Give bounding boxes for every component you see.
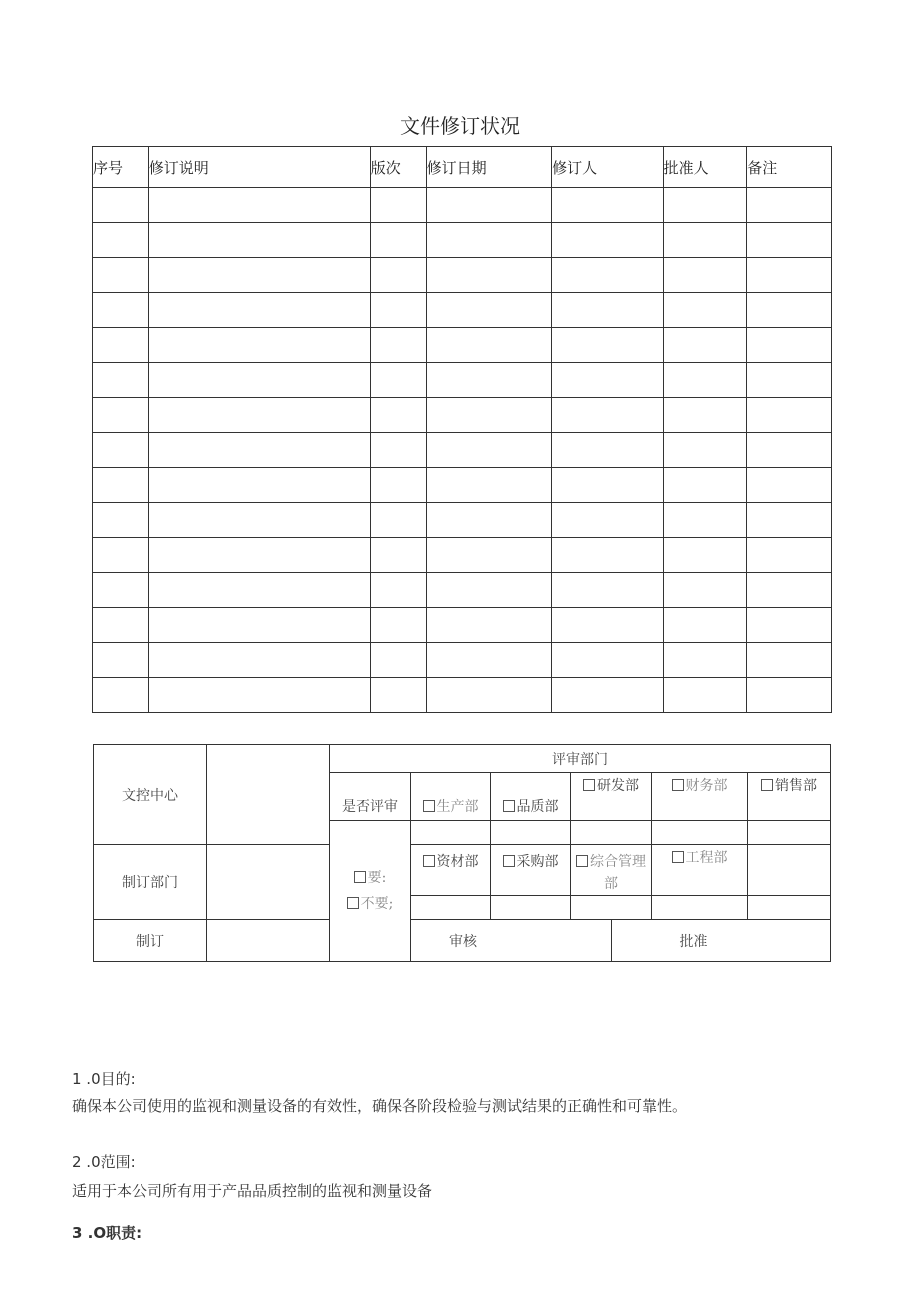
table-cell — [426, 398, 551, 433]
table-cell — [663, 503, 747, 538]
table-cell — [148, 363, 370, 398]
table-row — [93, 223, 832, 258]
table-cell — [426, 643, 551, 678]
table-cell — [552, 398, 664, 433]
table-cell — [93, 608, 149, 643]
table-cell — [370, 538, 426, 573]
table-cell — [747, 608, 832, 643]
table-cell — [148, 188, 370, 223]
table-cell — [552, 258, 664, 293]
doc-control-label: 文控中心 — [94, 745, 207, 845]
header-remarks: 备注 — [747, 147, 832, 188]
table-cell — [93, 363, 149, 398]
table-row — [93, 643, 832, 678]
table-cell — [747, 328, 832, 363]
table-header-row — [93, 147, 832, 188]
table-cell — [148, 223, 370, 258]
dept-option-admin[interactable]: 综合管理部 — [571, 845, 652, 896]
table-cell — [663, 258, 747, 293]
blank-cell — [411, 821, 491, 845]
table-cell — [93, 433, 149, 468]
table-cell — [93, 503, 149, 538]
table-cell — [370, 258, 426, 293]
table-row — [93, 468, 832, 503]
table-cell — [148, 398, 370, 433]
table-cell — [426, 363, 551, 398]
header-description: 修订说明 — [148, 147, 370, 188]
checkbox-icon — [423, 800, 435, 812]
blank-cell — [571, 821, 652, 845]
table-cell — [370, 643, 426, 678]
table-cell — [747, 643, 832, 678]
table-cell — [663, 363, 747, 398]
section-body: 适用于本公司所有用于产品品质控制的监视和测量设备 — [72, 1182, 433, 1200]
table-cell — [93, 188, 149, 223]
review-dept-header: 评审部门 — [330, 745, 831, 773]
table-cell — [663, 608, 747, 643]
need-review-label: 是否评审 — [330, 773, 411, 821]
table-cell — [148, 433, 370, 468]
blank-cell — [748, 896, 831, 920]
table-cell — [663, 328, 747, 363]
table-cell — [747, 503, 832, 538]
dept-option-sales[interactable]: 销售部 — [748, 773, 831, 821]
table-row — [93, 608, 832, 643]
draft-value — [207, 920, 330, 962]
table-row — [93, 363, 832, 398]
checkbox-icon — [354, 871, 366, 883]
table-cell — [552, 328, 664, 363]
dept-option-quality[interactable]: 品质部 — [491, 773, 571, 821]
table-cell — [747, 398, 832, 433]
table-cell — [426, 188, 551, 223]
table-cell — [747, 678, 832, 713]
table-cell — [93, 293, 149, 328]
table-cell — [93, 538, 149, 573]
table-cell — [426, 503, 551, 538]
section-purpose — [72, 1068, 687, 1116]
blank-cell — [652, 821, 748, 845]
table-cell — [93, 223, 149, 258]
header-seq: 序号 — [93, 147, 149, 188]
header-date: 修订日期 — [426, 147, 551, 188]
blank-cell — [748, 821, 831, 845]
table-cell — [148, 258, 370, 293]
review-required-options — [330, 821, 411, 962]
table-cell — [663, 398, 747, 433]
table-cell — [663, 678, 747, 713]
table-cell — [370, 398, 426, 433]
table-cell — [552, 188, 664, 223]
table-cell — [370, 293, 426, 328]
table-cell — [663, 643, 747, 678]
table-cell — [747, 188, 832, 223]
table-cell — [426, 223, 551, 258]
table-cell — [93, 643, 149, 678]
audit-label: 审核 — [411, 920, 612, 962]
table-row — [93, 293, 832, 328]
table-cell — [370, 678, 426, 713]
table-cell — [747, 433, 832, 468]
table-row — [93, 398, 832, 433]
table-cell — [148, 503, 370, 538]
table-cell — [426, 468, 551, 503]
table-cell — [426, 293, 551, 328]
table-cell — [426, 328, 551, 363]
table-cell — [426, 258, 551, 293]
dept-option-engineering[interactable]: 工程部 — [652, 845, 748, 896]
blank-cell — [748, 845, 831, 896]
dept-option-purchasing[interactable]: 采购部 — [491, 845, 571, 896]
dept-option-materials[interactable]: 资材部 — [411, 845, 491, 896]
blank-cell — [652, 896, 748, 920]
table-cell — [426, 608, 551, 643]
table-cell — [426, 433, 551, 468]
table-cell — [370, 363, 426, 398]
draft-label: 制订 — [94, 920, 207, 962]
table-cell — [426, 573, 551, 608]
table-cell — [148, 608, 370, 643]
table-cell — [148, 538, 370, 573]
blank-cell — [491, 896, 571, 920]
checkbox-icon — [672, 779, 684, 791]
checkbox-icon — [503, 855, 515, 867]
table-cell — [148, 293, 370, 328]
page-title: 文件修订状况 — [400, 114, 520, 138]
section-scope — [72, 1151, 432, 1201]
table-cell — [370, 503, 426, 538]
header-version: 版次 — [370, 147, 426, 188]
checkbox-icon — [583, 779, 595, 791]
blank-cell — [491, 821, 571, 845]
table-cell — [148, 328, 370, 363]
blank-cell — [411, 896, 491, 920]
table-cell — [747, 223, 832, 258]
table-cell — [93, 678, 149, 713]
table-cell — [370, 223, 426, 258]
table-cell — [663, 433, 747, 468]
drafting-dept-label: 制订部门 — [94, 845, 207, 920]
table-cell — [663, 293, 747, 328]
table-cell — [747, 468, 832, 503]
table-cell — [148, 468, 370, 503]
table-cell — [93, 573, 149, 608]
table-row — [93, 433, 832, 468]
table-row — [93, 678, 832, 713]
checkbox-icon — [672, 851, 684, 863]
header-approver: 批准人 — [663, 147, 747, 188]
table-cell — [663, 223, 747, 258]
doc-control-value — [207, 745, 330, 845]
table-cell — [93, 328, 149, 363]
revision-table — [92, 146, 832, 713]
approve-label: 批准 — [611, 920, 831, 962]
table-cell — [747, 538, 832, 573]
table-cell — [552, 573, 664, 608]
table-cell — [552, 678, 664, 713]
table-cell — [426, 678, 551, 713]
checkbox-icon — [761, 779, 773, 791]
table-cell — [148, 573, 370, 608]
checkbox-icon — [576, 855, 588, 867]
dept-option-rd[interactable]: 研发部 — [571, 773, 652, 821]
table-cell — [93, 468, 149, 503]
blank-cell — [571, 896, 652, 920]
checkbox-icon — [347, 897, 359, 909]
review-table — [93, 744, 831, 962]
section-heading: 2 .0范围: — [72, 1153, 136, 1171]
table-cell — [370, 433, 426, 468]
table-cell — [663, 468, 747, 503]
table-cell — [148, 643, 370, 678]
table-cell — [663, 188, 747, 223]
section-heading: 3 .O职责: — [72, 1224, 143, 1242]
required-option[interactable]: 要: — [330, 865, 410, 891]
checkbox-icon — [503, 800, 515, 812]
header-reviser: 修订人 — [552, 147, 664, 188]
table-cell — [747, 293, 832, 328]
table-row — [93, 258, 832, 293]
table-cell — [552, 363, 664, 398]
drafting-dept-value — [207, 845, 330, 920]
table-row — [93, 328, 832, 363]
table-cell — [747, 363, 832, 398]
table-cell — [552, 643, 664, 678]
table-cell — [148, 678, 370, 713]
table-cell — [552, 293, 664, 328]
table-cell — [663, 573, 747, 608]
table-cell — [370, 608, 426, 643]
section-body: 确保本公司使用的监视和测量设备的有效性，确保各阶段检验与测试结果的正确性和可靠性。 — [72, 1097, 688, 1115]
table-row — [93, 538, 832, 573]
table-cell — [552, 503, 664, 538]
table-cell — [370, 468, 426, 503]
table-cell — [93, 258, 149, 293]
checkbox-icon — [423, 855, 435, 867]
table-cell — [552, 468, 664, 503]
not-required-option[interactable]: 不要; — [330, 891, 410, 917]
table-cell — [663, 538, 747, 573]
table-cell — [426, 538, 551, 573]
table-cell — [552, 538, 664, 573]
table-cell — [370, 573, 426, 608]
dept-option-production[interactable]: 生产部 — [411, 773, 491, 821]
table-row — [93, 573, 832, 608]
table-cell — [552, 433, 664, 468]
dept-option-finance[interactable]: 财务部 — [652, 773, 748, 821]
table-cell — [747, 573, 832, 608]
table-row — [93, 503, 832, 538]
table-cell — [93, 398, 149, 433]
table-cell — [370, 328, 426, 363]
section-responsibility — [72, 1222, 142, 1243]
table-cell — [552, 223, 664, 258]
section-heading: 1 .0目的: — [72, 1070, 136, 1088]
table-cell — [747, 258, 832, 293]
table-cell — [370, 188, 426, 223]
table-row — [93, 188, 832, 223]
table-cell — [552, 608, 664, 643]
